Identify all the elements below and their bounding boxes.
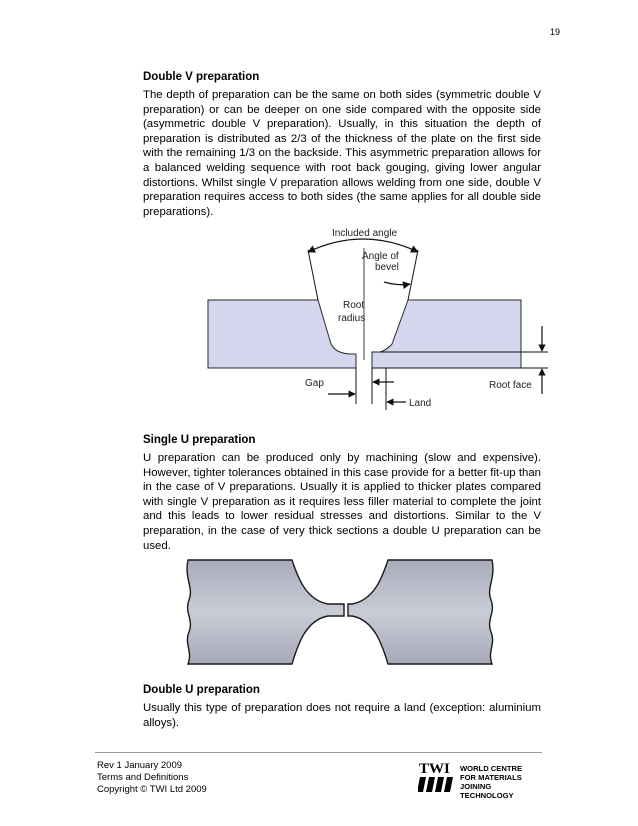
section-heading-double-u: Double U preparation bbox=[143, 684, 260, 696]
label-bevel: bevel bbox=[375, 262, 399, 273]
paragraph-double-v: The depth of preparation can be the same on both sides (symmetric double V preparation) or can be deeper on one side compared with the opposite side (asymmetric double V preparation). Usually, in this situation the depth of preparation is distributed as 2/3 of the thickness of the plate on the first side with the remaining 1/3 on the backside. This asymmetric preparation allows for a balanced welding sequence with root back gouging, giving lower angular distortions. Whilst single V preparation allows welding from one side, double V preparation requires access to both sides (the same applies for all double side preparations). bbox=[143, 89, 541, 218]
label-land: Land bbox=[409, 398, 432, 409]
label-root: Root bbox=[343, 300, 365, 311]
twi-logo-line-3: JOINING TECHNOLOGY bbox=[460, 782, 514, 800]
right-plate bbox=[372, 300, 521, 368]
twi-logo-line-1: WORLD CENTRE bbox=[460, 764, 523, 773]
footer-terms: Terms and Definitions bbox=[97, 772, 189, 783]
twi-logo-line-2: FOR MATERIALS bbox=[460, 773, 522, 782]
double-u-right-plate bbox=[348, 560, 493, 664]
label-gap: Gap bbox=[305, 378, 324, 389]
paragraph-single-u: U preparation can be produced only by machining (slow and expensive). However, tighter tolerances obtained in this case provide for a better fit-up than in the case of V preparations. Usually it is applied to thicker plates compared with single V preparation as it requires less filler material to complete the joint and this leads to lower residual stresses and distortions. Similar to the V preparation, in the case of very thick sections a double U preparation can be used. bbox=[143, 452, 541, 552]
footer-revision: Rev 1 January 2009 bbox=[97, 760, 183, 771]
left-plate bbox=[208, 300, 356, 368]
bevel-angle-arc bbox=[384, 282, 410, 285]
single-u-preparation-diagram bbox=[200, 222, 556, 414]
label-included-angle: Included angle bbox=[332, 228, 398, 239]
label-angle-of: Angle of bbox=[362, 251, 399, 262]
double-u-left-plate bbox=[187, 560, 344, 664]
footer-copyright: Copyright © TWI Ltd 2009 bbox=[97, 784, 207, 795]
footer-divider bbox=[95, 752, 542, 753]
page-number: 19 bbox=[549, 27, 560, 37]
label-root-face: Root face bbox=[489, 380, 532, 391]
twi-logo bbox=[418, 759, 542, 800]
label-radius: radius bbox=[338, 313, 366, 324]
paragraph-double-u: Usually this type of preparation does not require a land (exception: aluminium alloys). bbox=[143, 702, 541, 729]
section-heading-single-u: Single U preparation bbox=[143, 434, 256, 446]
double-u-preparation-diagram bbox=[180, 556, 500, 668]
twi-logo-brand: TWI bbox=[419, 761, 450, 777]
section-heading-double-v: Double V preparation bbox=[143, 71, 260, 83]
twi-logo-mark bbox=[418, 759, 456, 793]
